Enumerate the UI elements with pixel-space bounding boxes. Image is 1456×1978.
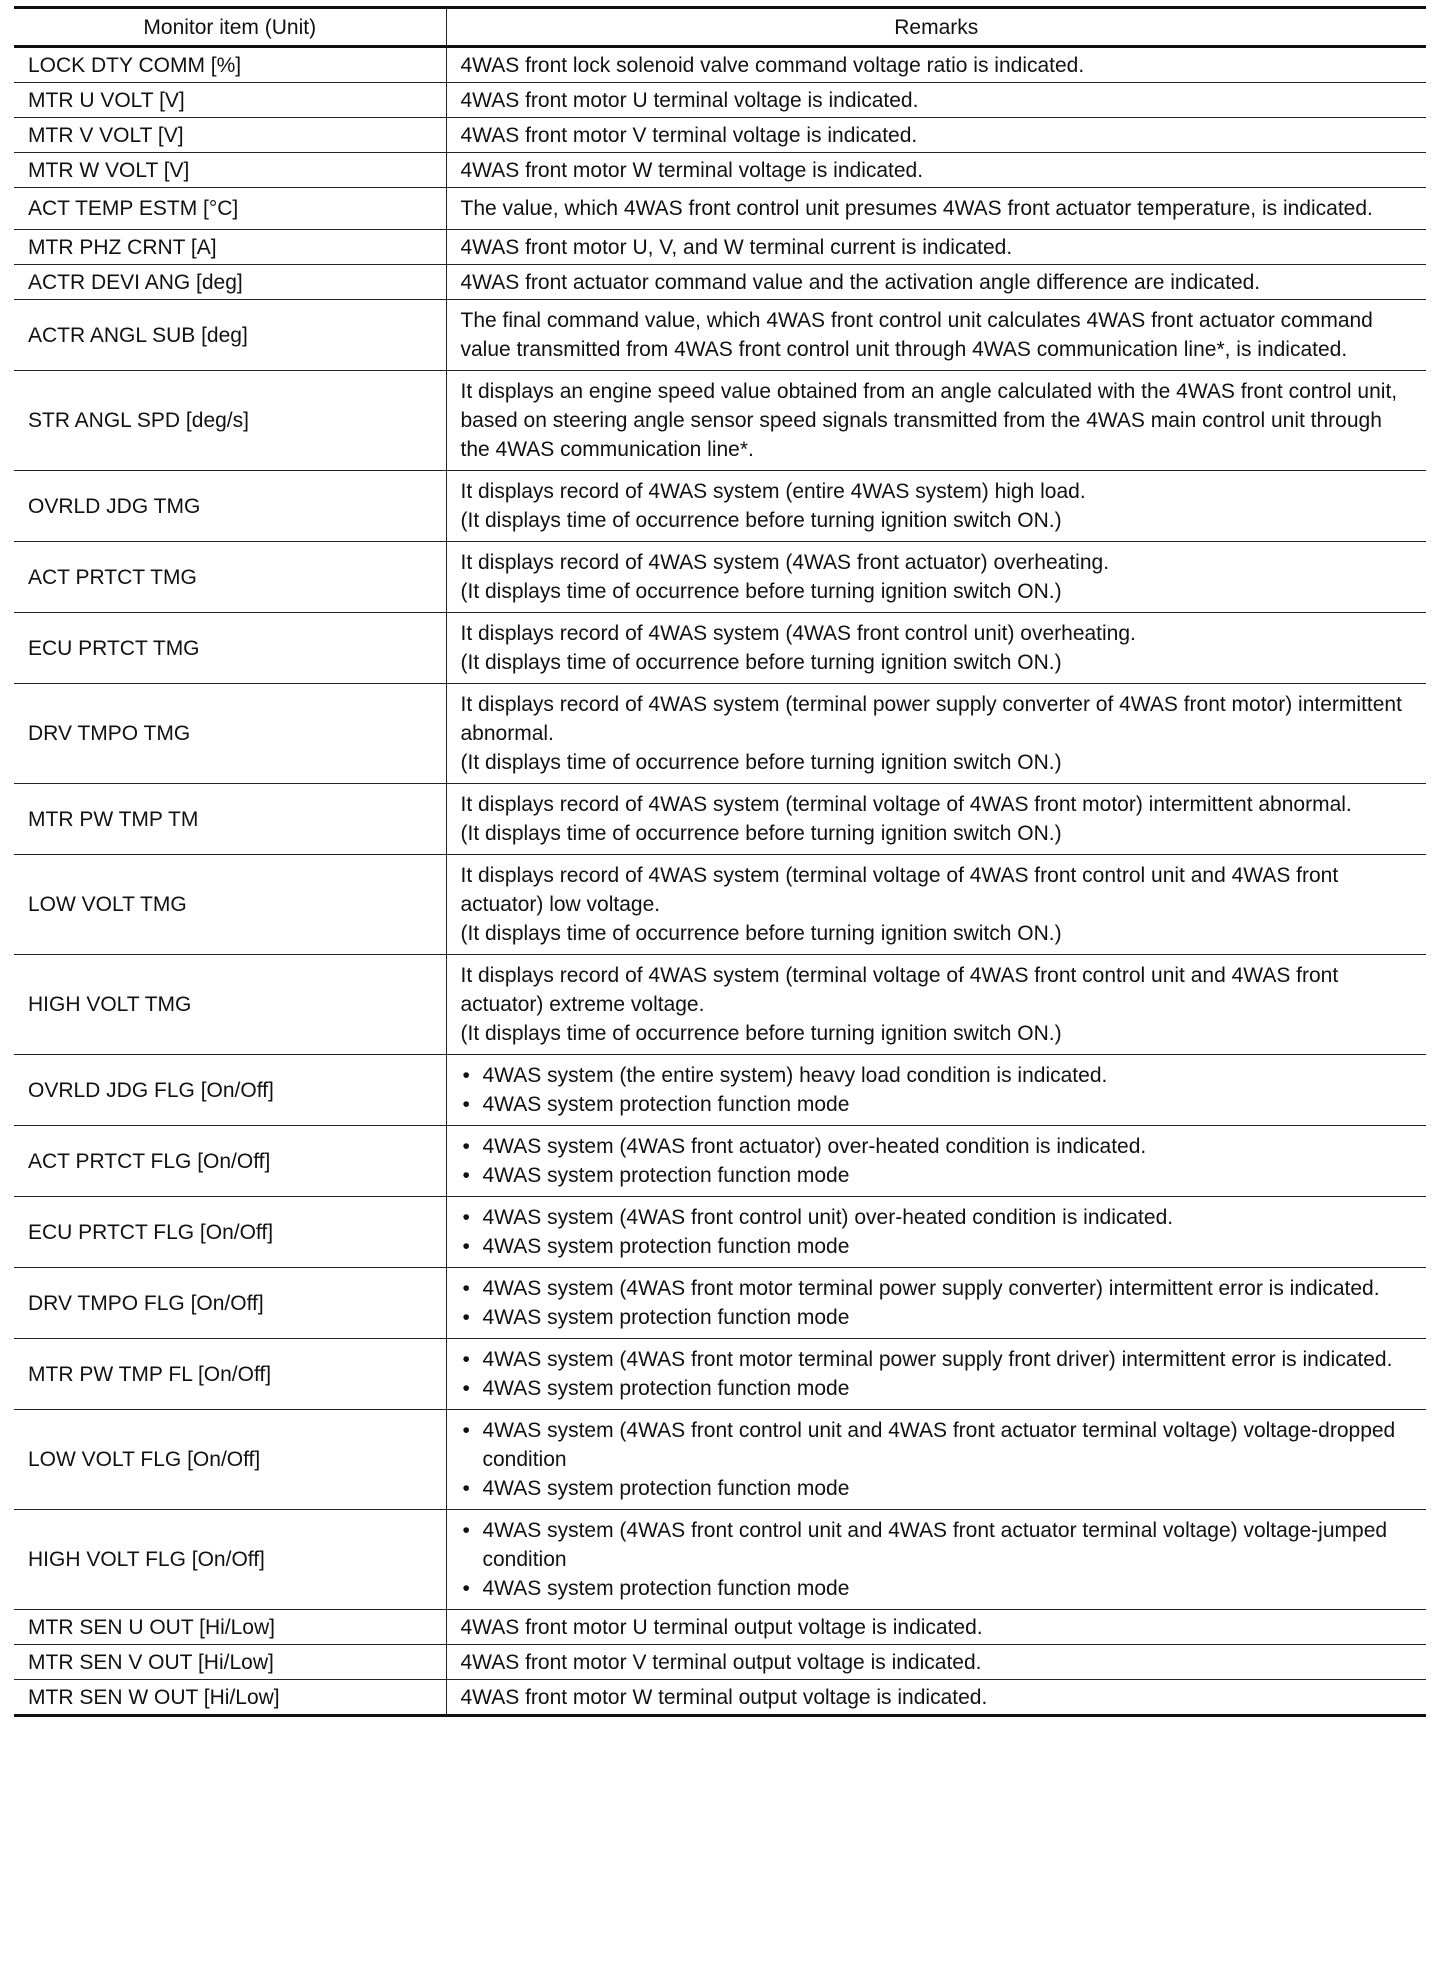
remarks-cell — [446, 1510, 1426, 1610]
table-row — [14, 1268, 1426, 1339]
remarks-text: (It displays time of occurrence before turning ignition switch ON.) — [460, 1022, 1062, 1045]
remarks-bullet-item: • 4WAS system protection function mode — [461, 1232, 1415, 1261]
table-row — [14, 542, 1426, 613]
monitor-item-cell: MTR PW TMP FL [On/Off] — [14, 1339, 446, 1410]
monitor-item-cell: ACT PRTCT TMG — [14, 542, 446, 613]
remarks-bullet-item: • 4WAS system protection function mode — [461, 1574, 1415, 1603]
remarks-cell — [446, 1055, 1426, 1126]
monitor-item-cell: MTR SEN W OUT [Hi/Low] — [14, 1680, 446, 1716]
remarks-cell — [446, 542, 1426, 613]
table-row — [14, 47, 1426, 83]
remarks-text: 4WAS front lock solenoid valve command voltage ratio is indicated. — [460, 53, 1085, 77]
monitor-item-cell: OVRLD JDG TMG — [14, 471, 446, 542]
table-row — [14, 1680, 1426, 1716]
remarks-bullet-item: • 4WAS system protection function mode — [461, 1090, 1415, 1119]
table-header — [14, 8, 1426, 47]
remarks-bullet-list — [461, 1516, 1415, 1603]
monitor-item-cell: LOW VOLT TMG — [14, 855, 446, 955]
remarks-text: It displays record of 4WAS system (terminal voltage of 4WAS front control unit and 4WAS front actuator) low voltage. — [460, 864, 1339, 916]
table-row — [14, 153, 1426, 188]
remarks-bullet-item: • 4WAS system (4WAS front motor terminal power supply front driver) intermittent error is indicated. — [461, 1345, 1415, 1374]
remarks-text: The value, which 4WAS front control unit presumes 4WAS front actuator temperature, is indicated. — [460, 197, 1373, 220]
header-row — [14, 8, 1426, 47]
remarks-text: (It displays time of occurrence before turning ignition switch ON.) — [460, 922, 1062, 945]
remarks-text: 4WAS front motor W terminal voltage is indicated. — [460, 158, 924, 182]
table-row — [14, 1197, 1426, 1268]
monitor-item-cell: HIGH VOLT FLG [On/Off] — [14, 1510, 446, 1610]
remarks-bullet-list — [461, 1274, 1415, 1332]
monitor-item-cell: DRV TMPO TMG — [14, 684, 446, 784]
remarks-text: The final command value, which 4WAS front control unit calculates 4WAS front actuator command value transmitted from 4WAS front control unit through 4WAS communication line*, is indicated. — [460, 309, 1373, 361]
remarks-text: It displays record of 4WAS system (4WAS front control unit) overheating. — [460, 622, 1136, 645]
remarks-text: (It displays time of occurrence before turning ignition switch ON.) — [460, 509, 1062, 532]
remarks-cell — [446, 1197, 1426, 1268]
remarks-text: It displays an engine speed value obtained from an angle calculated with the 4WAS front control unit, based on steering angle sensor speed signals transmitted from the 4WAS main control unit through the 4WAS communication line*. — [460, 380, 1398, 461]
table-row — [14, 784, 1426, 855]
remarks-cell — [446, 855, 1426, 955]
remarks-bullet-list — [461, 1132, 1415, 1190]
remarks-text: It displays record of 4WAS system (terminal voltage of 4WAS front control unit and 4WAS front actuator) extreme voltage. — [460, 964, 1339, 1016]
remarks-text: 4WAS front actuator command value and the activation angle difference are indicated. — [460, 270, 1261, 294]
remarks-text: It displays record of 4WAS system (entire 4WAS system) high load. — [460, 480, 1086, 503]
table-row — [14, 613, 1426, 684]
remarks-bullet-item: • 4WAS system protection function mode — [461, 1374, 1415, 1403]
remarks-text: 4WAS front motor U, V, and W terminal current is indicated. — [460, 235, 1013, 259]
monitor-item-cell: LOCK DTY COMM [%] — [14, 47, 446, 83]
remarks-cell — [446, 955, 1426, 1055]
remarks-text: It displays record of 4WAS system (terminal voltage of 4WAS front motor) intermittent abnormal. — [460, 793, 1352, 816]
remarks-bullet-list — [461, 1416, 1415, 1503]
remarks-cell — [446, 613, 1426, 684]
remarks-text: (It displays time of occurrence before turning ignition switch ON.) — [460, 651, 1062, 674]
table-row — [14, 371, 1426, 471]
monitor-item-cell: ECU PRTCT TMG — [14, 613, 446, 684]
remarks-bullet-item: • 4WAS system (4WAS front motor terminal power supply converter) intermittent error is indicated. — [461, 1274, 1415, 1303]
remarks-cell — [446, 1268, 1426, 1339]
remarks-bullet-item: • 4WAS system (4WAS front control unit) over-heated condition is indicated. — [461, 1203, 1415, 1232]
remarks-cell — [446, 1339, 1426, 1410]
remarks-cell — [446, 153, 1426, 188]
table-row — [14, 1126, 1426, 1197]
monitor-item-cell: ACTR ANGL SUB [deg] — [14, 300, 446, 371]
remarks-bullet-list — [461, 1061, 1415, 1119]
remarks-cell — [446, 1610, 1426, 1645]
remarks-cell — [446, 1680, 1426, 1716]
remarks-bullet-item: • 4WAS system (4WAS front control unit and 4WAS front actuator terminal voltage) voltage-dropped condition — [461, 1416, 1415, 1474]
monitor-item-cell: MTR V VOLT [V] — [14, 118, 446, 153]
remarks-bullet-item: • 4WAS system protection function mode — [461, 1474, 1415, 1503]
remarks-cell — [446, 118, 1426, 153]
remarks-cell — [446, 265, 1426, 300]
table-row — [14, 1055, 1426, 1126]
remarks-text: It displays record of 4WAS system (4WAS front actuator) overheating. — [460, 551, 1110, 574]
remarks-bullet-item: • 4WAS system protection function mode — [461, 1161, 1415, 1190]
monitor-item-cell: OVRLD JDG FLG [On/Off] — [14, 1055, 446, 1126]
remarks-cell — [446, 230, 1426, 265]
header-monitor-item: Monitor item (Unit) — [14, 8, 446, 47]
remarks-text: 4WAS front motor U terminal output voltage is indicated. — [460, 1615, 983, 1639]
remarks-text: 4WAS front motor V terminal voltage is indicated. — [460, 123, 918, 147]
monitor-item-table-container — [14, 6, 1426, 1717]
monitor-item-table — [14, 6, 1426, 1717]
table-row — [14, 300, 1426, 371]
remarks-cell — [446, 471, 1426, 542]
table-row — [14, 955, 1426, 1055]
monitor-item-cell: ACT PRTCT FLG [On/Off] — [14, 1126, 446, 1197]
header-remarks: Remarks — [446, 8, 1426, 47]
table-row — [14, 471, 1426, 542]
table-row — [14, 1645, 1426, 1680]
table-row — [14, 1410, 1426, 1510]
remarks-bullet-list — [461, 1345, 1415, 1403]
monitor-item-cell: DRV TMPO FLG [On/Off] — [14, 1268, 446, 1339]
remarks-cell — [446, 784, 1426, 855]
remarks-cell — [446, 188, 1426, 230]
remarks-text: (It displays time of occurrence before turning ignition switch ON.) — [460, 751, 1062, 774]
monitor-item-cell: ECU PRTCT FLG [On/Off] — [14, 1197, 446, 1268]
table-row — [14, 188, 1426, 230]
monitor-item-cell: MTR PW TMP TM — [14, 784, 446, 855]
remarks-cell — [446, 300, 1426, 371]
remarks-text: 4WAS front motor V terminal output voltage is indicated. — [460, 1650, 982, 1674]
remarks-bullet-item: • 4WAS system (4WAS front actuator) over-heated condition is indicated. — [461, 1132, 1415, 1161]
remarks-text: (It displays time of occurrence before turning ignition switch ON.) — [460, 822, 1062, 845]
remarks-cell — [446, 1126, 1426, 1197]
monitor-item-cell: ACT TEMP ESTM [°C] — [14, 188, 446, 230]
table-row — [14, 1510, 1426, 1610]
table-row — [14, 83, 1426, 118]
remarks-text: (It displays time of occurrence before turning ignition switch ON.) — [460, 580, 1062, 603]
table-row — [14, 1610, 1426, 1645]
monitor-item-cell: MTR PHZ CRNT [A] — [14, 230, 446, 265]
monitor-item-cell: LOW VOLT FLG [On/Off] — [14, 1410, 446, 1510]
table-row — [14, 1339, 1426, 1410]
monitor-item-cell: STR ANGL SPD [deg/s] — [14, 371, 446, 471]
remarks-cell — [446, 1645, 1426, 1680]
remarks-bullet-list — [461, 1203, 1415, 1261]
monitor-item-cell: ACTR DEVI ANG [deg] — [14, 265, 446, 300]
monitor-item-cell: MTR W VOLT [V] — [14, 153, 446, 188]
remarks-bullet-item: • 4WAS system (the entire system) heavy load condition is indicated. — [461, 1061, 1415, 1090]
monitor-item-cell: MTR SEN V OUT [Hi/Low] — [14, 1645, 446, 1680]
table-row — [14, 230, 1426, 265]
remarks-cell — [446, 83, 1426, 118]
table-row — [14, 855, 1426, 955]
monitor-item-cell: HIGH VOLT TMG — [14, 955, 446, 1055]
remarks-cell — [446, 1410, 1426, 1510]
remarks-bullet-item: • 4WAS system (4WAS front control unit and 4WAS front actuator terminal voltage) voltage-jumped condition — [461, 1516, 1415, 1574]
monitor-item-cell: MTR SEN U OUT [Hi/Low] — [14, 1610, 446, 1645]
remarks-text: 4WAS front motor U terminal voltage is indicated. — [460, 88, 919, 112]
remarks-text: 4WAS front motor W terminal output voltage is indicated. — [460, 1685, 988, 1709]
table-row — [14, 265, 1426, 300]
monitor-item-cell: MTR U VOLT [V] — [14, 83, 446, 118]
table-row — [14, 118, 1426, 153]
table-body — [14, 47, 1426, 1716]
remarks-bullet-item: • 4WAS system protection function mode — [461, 1303, 1415, 1332]
remarks-cell — [446, 47, 1426, 83]
table-row — [14, 684, 1426, 784]
remarks-cell — [446, 371, 1426, 471]
remarks-cell — [446, 684, 1426, 784]
remarks-text: It displays record of 4WAS system (terminal power supply converter of 4WAS front motor) intermittent abnormal. — [460, 693, 1402, 745]
